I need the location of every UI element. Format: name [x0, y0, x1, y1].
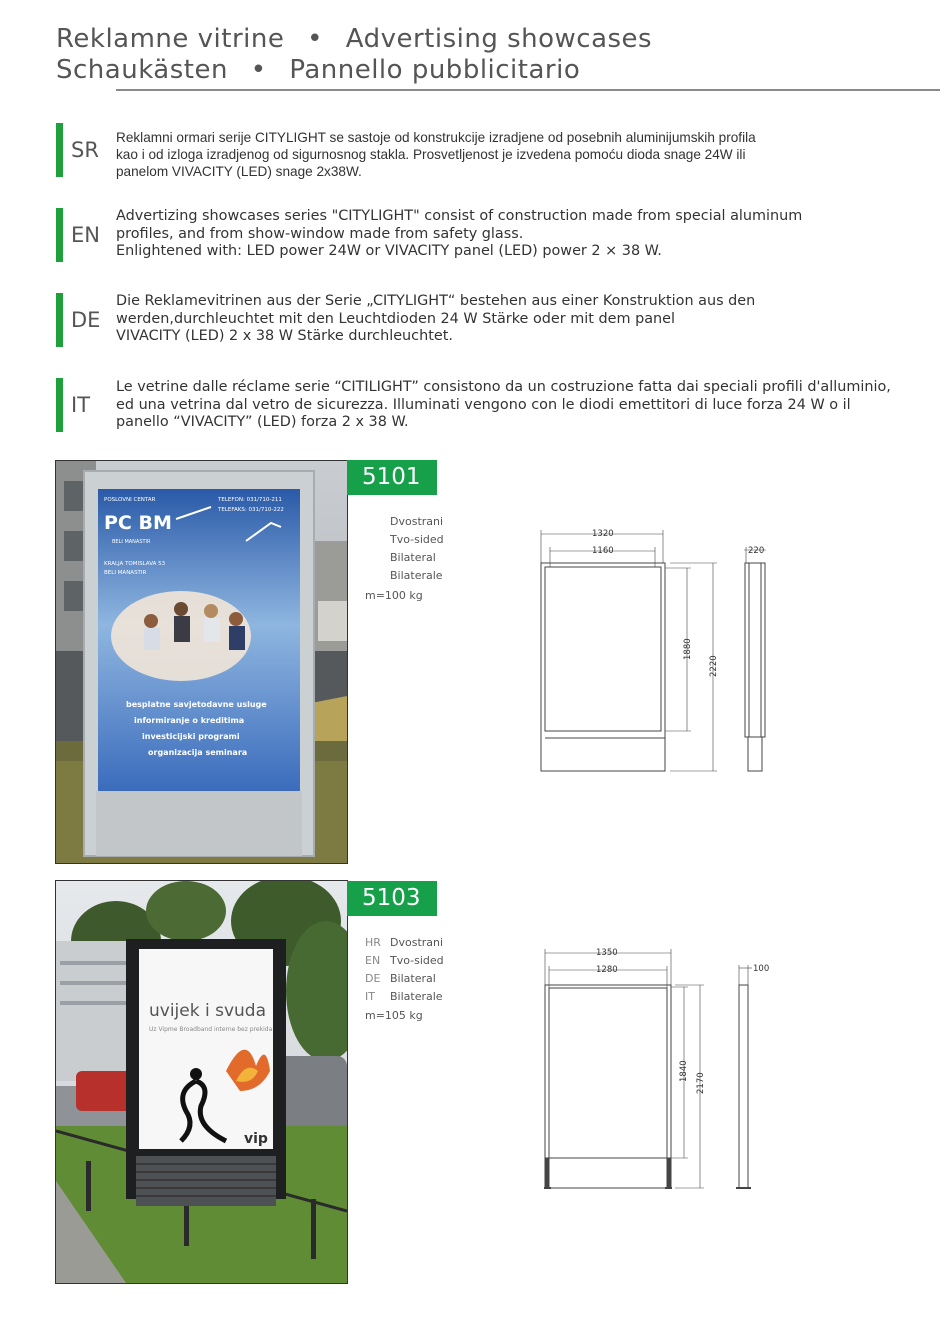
- de-accent-bar: [56, 293, 63, 347]
- product-id-tag-5103: 5103: [347, 881, 437, 916]
- spec-weight: m=100 kg: [365, 589, 423, 602]
- dim-width-inner-5103: 1280: [596, 965, 618, 975]
- title-separator: •: [307, 24, 323, 54]
- en-accent-bar: [56, 208, 63, 262]
- spec-double-sided-hr: Dvostrani: [390, 515, 444, 528]
- showcase-5101-illustration: [56, 461, 347, 863]
- page-title-line-1: [56, 24, 652, 54]
- board-fax: TELEFAKS: 031/710-222: [218, 507, 284, 513]
- board-service-4: organizacija seminara: [148, 748, 248, 757]
- lang-code-sr: SR: [71, 138, 99, 162]
- lang-code-it: IT: [71, 393, 91, 417]
- technical-drawing-5101: [520, 520, 780, 780]
- board-brand: vip: [244, 1131, 268, 1147]
- dim-depth: 220: [748, 546, 765, 556]
- spec-code-de: DE: [365, 972, 381, 985]
- lang-code-en: EN: [71, 223, 100, 247]
- board-slogan: uvijek i svuda: [149, 1001, 267, 1021]
- board-phone: TELEFON: 031/710-211: [218, 497, 282, 503]
- board-city: BELI MANASTIR: [104, 570, 147, 576]
- description-en: Advertizing showcases series "CITYLIGHT" consist of construction made from special aluminum profiles, and from show-window made from safety glass. Enlightened with: LED power 24W or VIVACITY panel (LED) power 2 × 38 W.: [116, 208, 803, 259]
- title-english: Advertising showcases: [345, 24, 653, 54]
- spec-double-sided-en: Tvo-sided: [390, 533, 444, 546]
- dim-depth-5103: 100: [753, 964, 770, 974]
- lang-code-de: DE: [71, 308, 101, 332]
- board-service-1: besplatne savjetodavne usluge: [126, 700, 267, 709]
- board-logo: PC BM: [104, 512, 172, 534]
- dim-height-outer-5103: 2170: [696, 1072, 706, 1094]
- spec-code-en: EN: [365, 954, 381, 967]
- spec-double-sided-hr-5103: Dvostrani: [390, 936, 444, 949]
- showcase-5103-illustration: [56, 881, 347, 1283]
- spec-weight-5103: m=105 kg: [365, 1009, 423, 1022]
- product-5103-photo: [55, 880, 348, 1284]
- title-german: Schaukästen: [56, 55, 228, 85]
- spec-double-sided-it-5103: Bilaterale: [390, 990, 443, 1003]
- board-service-3: investicijski programi: [142, 732, 240, 741]
- header-divider: [116, 89, 940, 91]
- title-separator: •: [250, 55, 267, 85]
- board-logo-sub: BELI MANASTIR: [112, 539, 151, 545]
- cabinet-side-view-5103: [739, 985, 748, 1188]
- spec-code-it: IT: [365, 990, 375, 1003]
- product-5101-photo: [55, 460, 348, 864]
- title-serbian: Reklamne vitrine: [56, 24, 285, 54]
- title-italian: Pannello pubblicitario: [289, 55, 581, 85]
- dim-height-inner: 1880: [683, 638, 693, 660]
- poster-frame-5103: [549, 988, 667, 1158]
- technical-drawing-5103: [520, 940, 780, 1200]
- description-de: Die Reklamevitrinen aus der Serie „CITYLIGHT“ bestehen aus einer Konstruktion aus den werden,durchleuchtet mit den Leuchtdioden 24 W Stärke oder mit dem panel VIVACITY (LED) 2 x 38 W Stärke durchleuchtet.: [116, 293, 756, 344]
- it-accent-bar: [56, 378, 63, 432]
- dim-width-inner: 1160: [592, 546, 614, 556]
- dim-width-outer: 1320: [592, 529, 614, 539]
- product-id-tag-5101: 5101: [347, 460, 437, 495]
- cabinet-outline: [541, 563, 665, 771]
- spec-code-hr: HR: [365, 936, 381, 949]
- dim-width-outer-5103: 1350: [596, 948, 618, 958]
- description-it: Le vetrine dalle réclame serie “CITILIGHT” consistono da un costruzione fatta dai speciali profili d'alluminio, ed una vetrina dal vetro de sicurezza. Illuminati vengono con le diodi emettitori di luce forza 24 W o il panello “VIVACITY” (LED) forza 2 x 38 W.: [116, 379, 891, 430]
- board-address: KRALJA TOMISLAVA 53: [104, 561, 166, 567]
- spec-double-sided-it: Bilaterale: [390, 569, 443, 582]
- dim-height-outer: 2220: [709, 655, 719, 677]
- spec-double-sided-en-5103: Tvo-sided: [390, 954, 444, 967]
- spec-double-sided-de-5103: Bilateral: [390, 972, 436, 985]
- board-service-2: informiranje o kreditima: [134, 716, 245, 725]
- cabinet-side-view: [745, 563, 765, 737]
- board-header-left: POSLOVNI CENTAR: [104, 497, 156, 503]
- description-sr: Reklamni ormari serije CITYLIGHT se sastoje od konstrukcije izradjene od posebnih aluminijumskih profila kao i od izloga izradjenog od sigurnosnog stakla. Prosvetljenost je izvedena pomoću dioda snage 24W ili panelom VIVACITY (LED) snage 2x38W.: [116, 130, 756, 179]
- spec-double-sided-de: Bilateral: [390, 551, 436, 564]
- poster-frame: [545, 567, 661, 731]
- board-sub: Uz Vipme Broadband interne bez prekida: [149, 1026, 273, 1033]
- page-title-line-2: [56, 55, 580, 85]
- sr-accent-bar: [56, 123, 63, 177]
- dim-height-inner-5103: 1840: [679, 1060, 689, 1082]
